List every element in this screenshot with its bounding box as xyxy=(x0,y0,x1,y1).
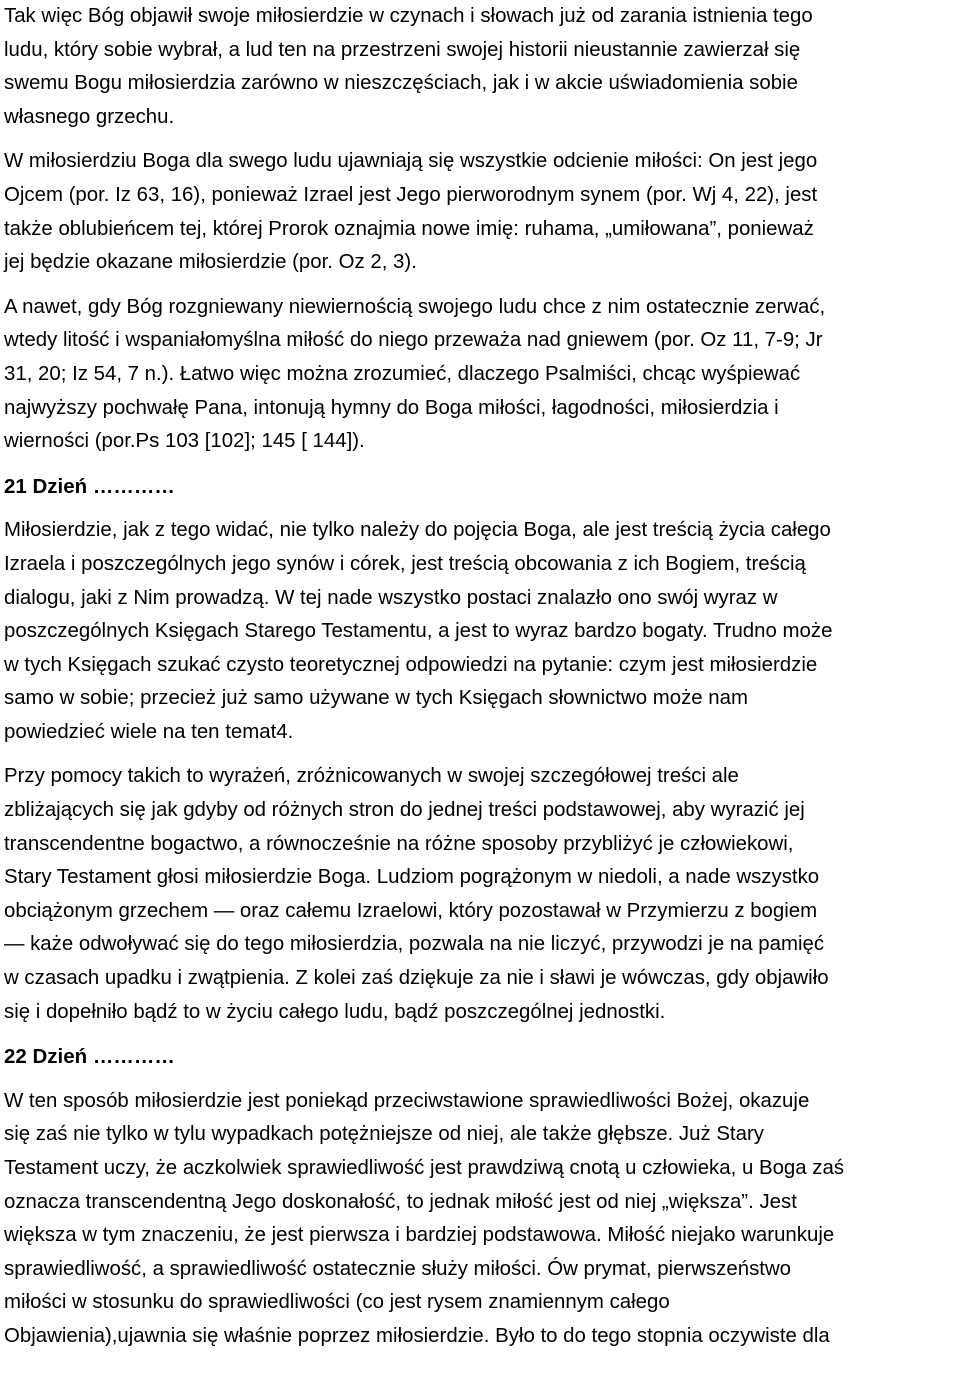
text-line: własnego grzechu. xyxy=(4,105,175,128)
text-line: Izraela i poszczególnych jego synów i córek, jest treścią obcowania z ich Bogiem, treścią xyxy=(4,552,806,575)
text-line: wtedy litość i wspaniałomyślna miłość do niego przeważa nad gniewem (por. Oz 11, 7-9; Jr xyxy=(4,329,823,352)
text-line: w czasach upadku i zwątpienia. Z kolei zaś dziękuje za nie i sławi je wówczas, gdy objawiło xyxy=(4,967,829,990)
paragraph-21-2 xyxy=(4,760,960,1029)
paragraph-3 xyxy=(4,291,960,459)
paragraph-22-1 xyxy=(4,1085,960,1354)
text-line: transcendentne bogactwo, a równocześnie na różne sposoby przybliżyć je człowiekowi, xyxy=(4,832,794,855)
text-line: miłości w stosunku do sprawiedliwości (co jest rysem znamiennym całego xyxy=(4,1291,670,1314)
text-line: Stary Testament głosi miłosierdzie Boga. Ludziom pogrążonym w niedoli, a nade wszystko xyxy=(4,866,820,889)
text-line: w tych Księgach szukać czysto teoretycznej odpowiedzi na pytanie: czym jest miłosierdzie xyxy=(4,653,818,676)
text-line: się zaś nie tylko w tylu wypadkach potężniejsze od niej, ale także głębsze. Już Stary xyxy=(4,1123,764,1146)
text-line: jej będzie okazane miłosierdzie (por. Oz 2, 3). xyxy=(4,251,417,274)
text-line: Miłosierdzie, jak z tego widać, nie tylko należy do pojęcia Boga, ale jest treścią życia całego xyxy=(4,519,831,542)
text-line: ludu, który sobie wybrał, a lud ten na przestrzeni swojej historii nieustannie zawierzał się xyxy=(4,38,801,61)
text-line: obciążonym grzechem — oraz całemu Izraelowi, który pozostawał w Przymierzu z bogiem xyxy=(4,899,818,922)
section-heading-22: 22 Dzień ………… xyxy=(4,1045,175,1069)
text-line: Objawienia),ujawnia się właśnie poprzez miłosierdzie. Było to do tego stopnia oczywiste dla xyxy=(4,1324,830,1347)
text-line: Testament uczy, że aczkolwiek sprawiedliwość jest prawdziwą cnotą u człowieka, u Boga zaś xyxy=(4,1157,845,1179)
text-line: dialogu, jaki z Nim prowadzą. W tej nade wszystko postaci znalazło ono swój wyraz w xyxy=(4,586,778,609)
text-line: większa w tym znaczeniu, że jest pierwsza i bardziej podstawowa. Miłość niejako warunkuje xyxy=(4,1224,835,1247)
text-line: poszczególnych Księgach Starego Testamentu, a jest to wyraz bardzo bogaty. Trudno może xyxy=(4,620,833,643)
text-line: oznacza transcendentną Jego doskonałość, to jednak miłość jest od niej „większa”. Jest xyxy=(4,1190,797,1213)
text-line: sprawiedliwość, a sprawiedliwość ostatecznie służy miłości. Ów prymat, pierwszeństwo xyxy=(4,1257,792,1280)
paragraph-1 xyxy=(4,0,960,134)
paragraph-2 xyxy=(4,145,960,279)
text-line: także oblubieńcem tej, której Prorok oznajmia nowe imię: ruhama, „umiłowana”, ponieważ xyxy=(4,217,814,240)
text-line: W miłosierdziu Boga dla swego ludu ujawniają się wszystkie odcienie miłości: On jest jego xyxy=(4,150,818,173)
text-line: — każe odwoływać się do tego miłosierdzia, pozwala na nie liczyć, przywodzi je na pamięć xyxy=(4,933,825,956)
section-heading-21: 21 Dzień ………… xyxy=(4,474,175,498)
text-line: Tak więc Bóg objawił swoje miłosierdzie w czynach i słowach już od zarania istnienia tego xyxy=(4,5,813,27)
text-line: Ojcem (por. Iz 63, 16), ponieważ Izrael jest Jego pierworodnym synem (por. Wj 4, 22), jest xyxy=(4,183,818,206)
text-line: najwyższy pochwałę Pana, intonują hymny do Boga miłości, łagodności, miłosierdzia i xyxy=(4,396,779,419)
text-line: A nawet, gdy Bóg rozgniewany niewiernością swojego ludu chce z nim ostatecznie zerwać, xyxy=(4,295,826,318)
text-line: zbliżających się jak gdyby od różnych stron do jednej treści podstawowej, aby wyrazić jej xyxy=(4,799,805,822)
document-page xyxy=(4,0,960,1354)
text-line: samo w sobie; przecież już samo używane w tych Księgach słownictwo może nam xyxy=(4,687,749,710)
text-line: Przy pomocy takich to wyrażeń, zróżnicowanych w swojej szczegółowej treści ale xyxy=(4,765,739,788)
text-line: się i dopełniło bądź to w życiu całego ludu, bądź poszczególnej jednostki. xyxy=(4,1000,666,1023)
text-line: 31, 20; Iz 54, 7 n.). Łatwo więc można zrozumieć, dlaczego Psalmiści, chcąc wyśpiewać xyxy=(4,362,801,385)
text-line: wierności (por.Ps 103 [102]; 145 [ 144]). xyxy=(4,430,365,453)
text-line: swemu Bogu miłosierdzia zarówno w nieszczęściach, jak i w akcie uświadomienia sobie xyxy=(4,72,798,95)
text-line: W ten sposób miłosierdzie jest poniekąd przeciwstawione sprawiedliwości Bożej, okazuje xyxy=(4,1089,810,1112)
text-line: powiedzieć wiele na ten temat4. xyxy=(4,720,294,743)
paragraph-21-1 xyxy=(4,514,960,749)
